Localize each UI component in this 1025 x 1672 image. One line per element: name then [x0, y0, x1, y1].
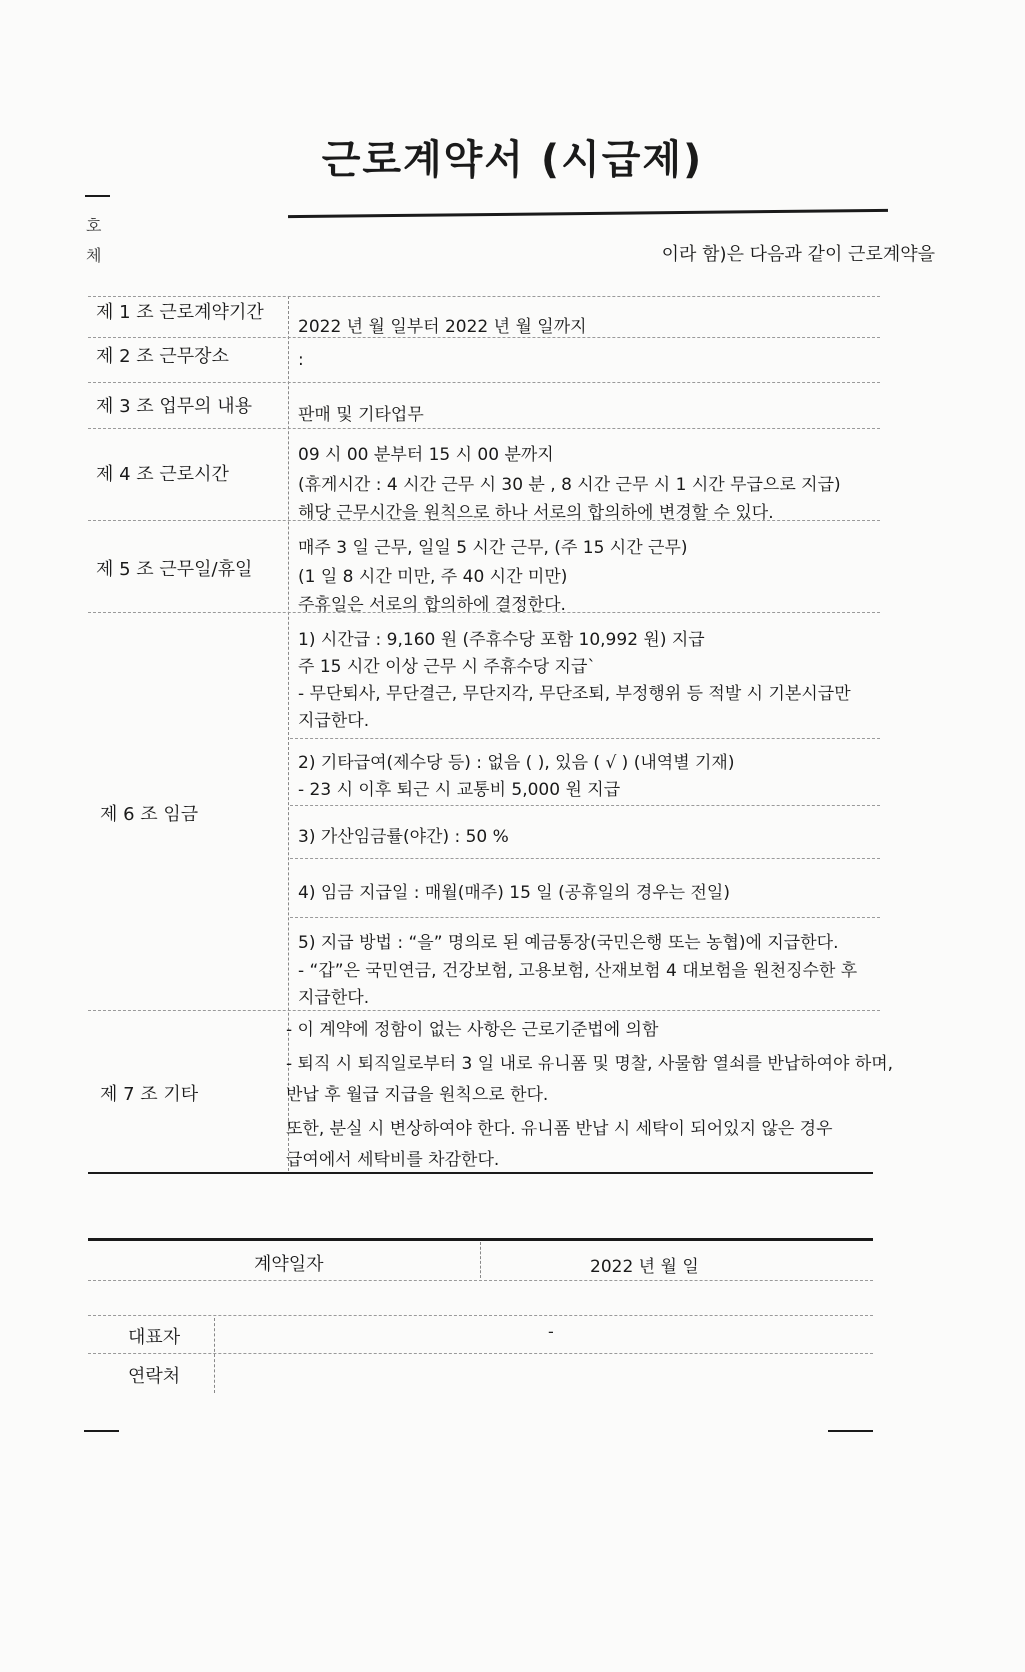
contract-date-label: 계약일자	[254, 1254, 324, 1275]
signatory-mid-separator	[88, 1353, 873, 1354]
row-separator	[88, 337, 880, 338]
article-5-line-1: 매주 3 일 근무, 일일 5 시간 근무, (주 15 시간 근무)	[298, 538, 688, 558]
article-5-label: 제 5 조 근무일/휴일	[96, 559, 253, 580]
article-6-line-4: 지급한다.	[298, 711, 370, 731]
article-4-line-3: 해당 근무시간을 원칙으로 하나 서로의 합의하에 변경할 수 있다.	[298, 503, 774, 523]
article-7-label: 제 7 조 기타	[100, 1084, 199, 1105]
article-7-line-2: - 퇴직 시 퇴직일로부터 3 일 내로 유니폼 및 명찰, 사물함 열쇠를 반납하여야 하며,	[286, 1054, 894, 1074]
date-bottom-separator	[88, 1280, 873, 1281]
article-7-line-1: - 이 계약에 정함이 없는 사항은 근로기준법에 의함	[286, 1020, 659, 1040]
row-separator	[88, 1010, 880, 1011]
sub-row-separator	[290, 805, 880, 806]
article-5-line-2: (1 일 8 시간 미만, 주 40 시간 미만)	[298, 567, 568, 587]
article-3-label: 제 3 조 업무의 내용	[96, 396, 253, 417]
article-6-line-11: 지급한다.	[298, 988, 370, 1008]
contact-label: 연락처	[128, 1366, 181, 1387]
intro-fragment-bottom: 체	[86, 246, 102, 265]
article-6-line-8: 4) 임금 지급일 : 매월(매주) 15 일 (공휴일의 경우는 전일)	[298, 883, 730, 903]
title-underline	[85, 195, 110, 197]
date-divider	[480, 1242, 481, 1278]
document-title: 근로계약서 (시급제)	[321, 137, 704, 183]
article-6-line-6: - 23 시 이후 퇴근 시 교통비 5,000 원 지급	[298, 780, 621, 800]
intro-fragment-top: 호	[86, 216, 102, 235]
row-separator	[88, 296, 880, 297]
row-separator	[88, 428, 880, 429]
article-6-line-7: 3) 가산임금률(야간) : 50 %	[298, 827, 509, 847]
article-5-line-3: 주휴일은 서로의 합의하에 결정한다.	[298, 595, 566, 615]
article-1-text: 2022 년 월 일부터 2022 년 월 일까지	[298, 317, 587, 337]
article-3-text: 판매 및 기타업무	[298, 405, 424, 425]
article-1-label: 제 1 조 근로계약기간	[96, 302, 264, 323]
article-6-line-5: 2) 기타급여(제수당 등) : 없음 ( ), 있음 ( √ ) (내역별 기재)	[298, 753, 735, 773]
signatory-right-rule	[828, 1430, 873, 1432]
representative-dash: -	[548, 1322, 554, 1341]
article-6-line-1: 1) 시간급 : 9,160 원 (주휴수당 포함 10,992 원) 지급	[298, 630, 705, 650]
sub-row-separator	[290, 858, 880, 859]
row-separator	[88, 382, 880, 383]
table-top-rule	[288, 209, 888, 218]
intro-text: 이라 함)은 다음과 같이 근로계약을	[661, 244, 935, 265]
article-6-line-10: - “갑”은 국민연금, 건강보험, 고용보험, 산재보험 4 대보험을 원천징수한 후	[298, 961, 858, 981]
article-6-line-9: 5) 지급 방법 : “을” 명의로 된 예금통장(국민은행 또는 농협)에 지급한다.	[298, 933, 839, 953]
article-4-line-1: 09 시 00 분부터 15 시 00 분까지	[298, 445, 554, 465]
article-4-line-2: (휴게시간 : 4 시간 근무 시 30 분 , 8 시간 근무 시 1 시간 무급으로 지급)	[298, 475, 841, 495]
date-top-rule	[88, 1238, 873, 1241]
article-7-line-3: 반납 후 월급 지급을 원칙으로 한다.	[286, 1085, 549, 1105]
representative-label: 대표자	[128, 1327, 181, 1348]
article-2-label: 제 2 조 근무장소	[96, 346, 229, 367]
sub-row-separator	[290, 917, 880, 918]
signatory-divider	[214, 1318, 215, 1393]
signatory-top-separator	[88, 1315, 873, 1316]
article-7-line-4: 또한, 분실 시 변상하여야 한다. 유니폼 반납 시 세탁이 되어있지 않은 경우	[286, 1119, 833, 1139]
contract-date-value: 2022 년 월 일	[590, 1257, 699, 1277]
sub-row-separator	[290, 738, 880, 739]
table-bottom-rule	[88, 1172, 873, 1174]
article-6-line-2: 주 15 시간 이상 근무 시 주휴수당 지급`	[298, 657, 596, 677]
article-4-label: 제 4 조 근로시간	[96, 464, 229, 485]
signatory-left-rule	[84, 1430, 119, 1432]
article-7-line-5: 급여에서 세탁비를 차감한다.	[286, 1150, 500, 1170]
article-6-label: 제 6 조 임금	[100, 804, 199, 825]
article-2-text: :	[298, 350, 304, 370]
article-6-line-3: - 무단퇴사, 무단결근, 무단지각, 무단조퇴, 부정행위 등 적발 시 기본시급만	[298, 684, 851, 704]
